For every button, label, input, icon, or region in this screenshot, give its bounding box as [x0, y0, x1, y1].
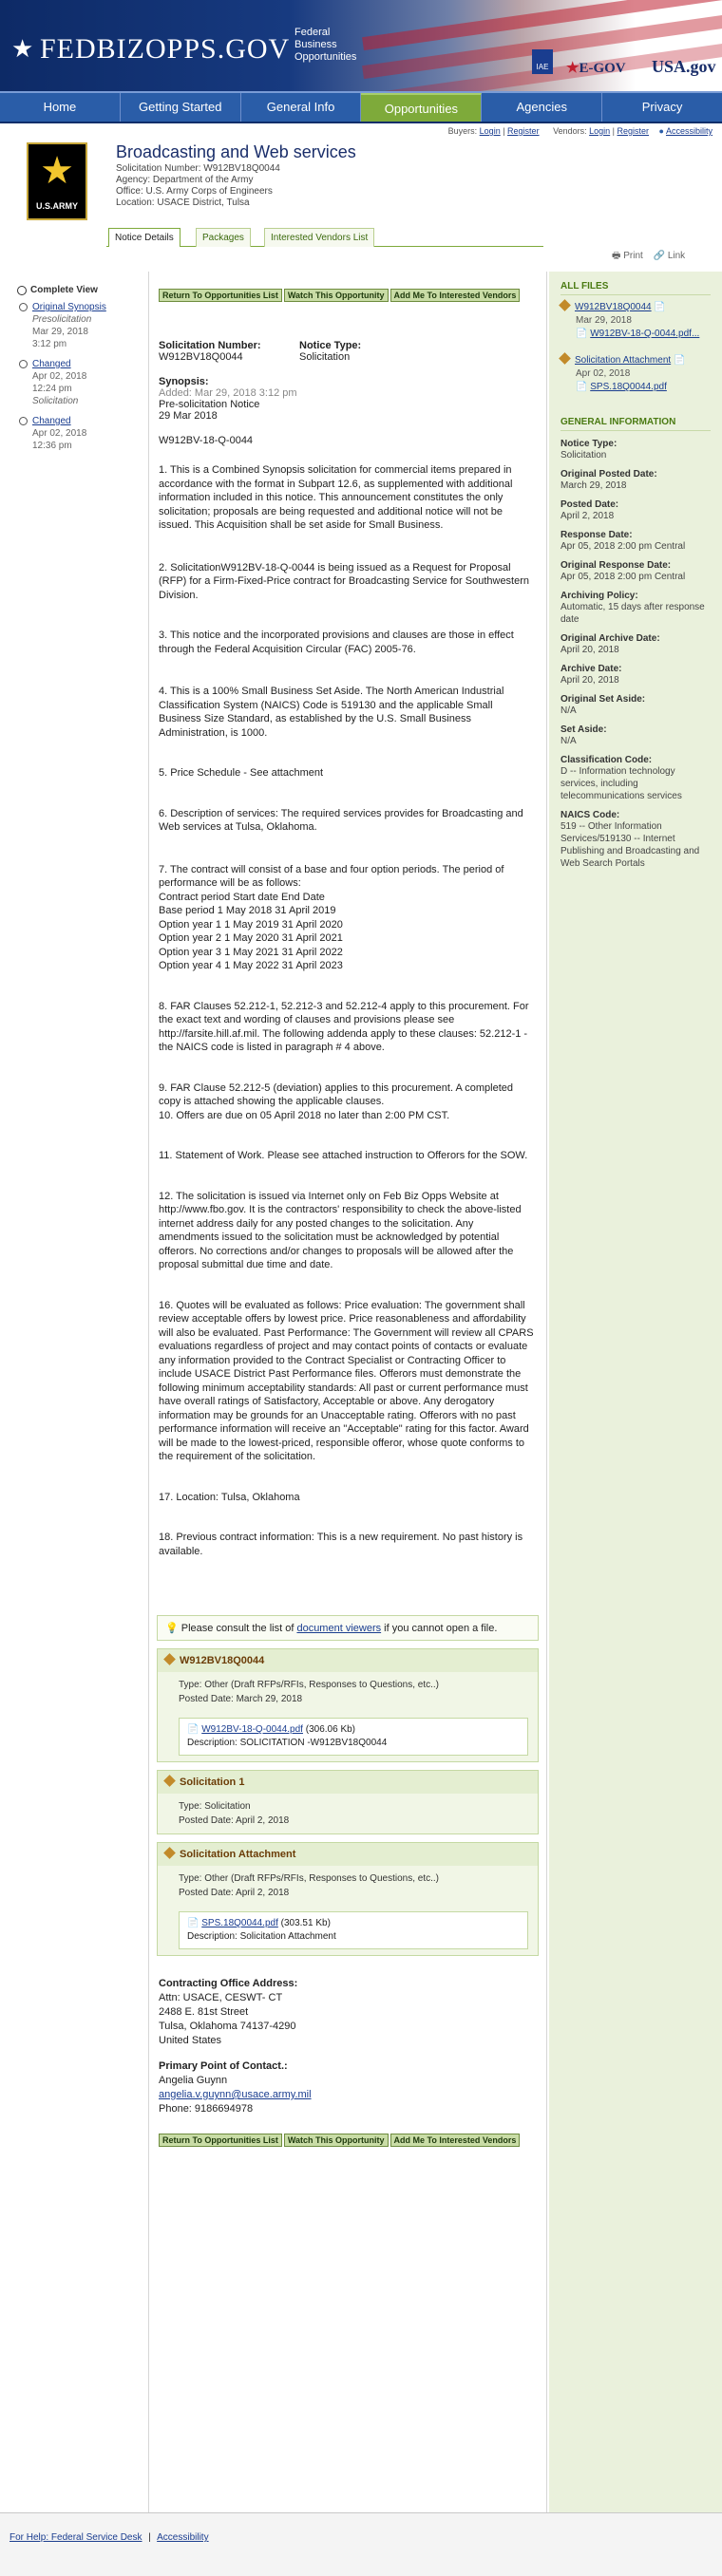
clock-icon [17, 286, 27, 295]
info-label: Set Aside: [560, 724, 607, 735]
synopsis-paragraph: 5. Price Schedule - See attachment [159, 767, 324, 779]
document-viewer-note [157, 1615, 539, 1641]
info-label: NAICS Code: [560, 810, 620, 820]
contact-name: Angelia Guynn [159, 2075, 228, 2086]
pdf-icon: 📄 [187, 1918, 200, 1928]
print-link-area [612, 249, 685, 265]
general-information-section [549, 407, 722, 879]
clock-icon [19, 417, 28, 425]
iae-logo[interactable]: IAE [532, 49, 553, 74]
presolicitation-date: 29 Mar 2018 [159, 410, 218, 422]
nav-privacy[interactable]: Privacy [641, 100, 683, 114]
period-line: Option year 3 1 May 2021 31 April 2022 [159, 946, 343, 958]
nav-general-info[interactable]: General Info [241, 93, 362, 122]
pdf-icon: 📄 [187, 1724, 200, 1735]
package-file [179, 1718, 528, 1756]
package-type: Type: Solicitation [179, 1801, 251, 1812]
period-line: Option year 4 1 May 2022 31 April 2023 [159, 960, 343, 971]
nav-opportunities[interactable]: Opportunities [361, 93, 482, 122]
file-link[interactable]: W912BV-18-Q-0044.pdf [201, 1724, 303, 1735]
sidebar-file [560, 354, 711, 394]
help-desk-link[interactable]: For Help: Federal Service Desk [10, 2532, 142, 2543]
sidebar-package-link[interactable]: W912BV18Q0044 [575, 302, 652, 312]
site-logo[interactable]: FEDBIZOPPS.GOV [40, 33, 291, 65]
notice-type-value: Solicitation [299, 351, 351, 363]
solicitation-number-label: Solicitation Number: [159, 340, 261, 351]
file-description: Description: Solicitation Attachment [187, 1931, 336, 1942]
all-files-heading: ALL FILES [560, 281, 711, 295]
print-link[interactable]: Print [623, 251, 643, 261]
right-sidebar [549, 272, 722, 2512]
timeline-time: 12:36 pm [32, 441, 72, 451]
vendors-login-link[interactable]: Login [589, 126, 611, 136]
document-icon: 📄 [654, 302, 666, 312]
viewer-note-text: Please consult the list of [180, 1623, 294, 1634]
package-meta [158, 1794, 538, 1833]
buyers-label: Buyers: [447, 126, 478, 136]
sidebar-file [560, 301, 711, 341]
egov-logo[interactable] [566, 59, 626, 77]
info-value: April 20, 2018 [560, 675, 619, 686]
sidebar-package-link[interactable]: Solicitation Attachment [575, 355, 672, 366]
package-meta [158, 1866, 538, 1906]
package-icon [163, 1653, 176, 1665]
package-meta [158, 1672, 538, 1712]
address-line: Tulsa, Oklahoma 74137-4290 [159, 2021, 296, 2032]
info-value: March 29, 2018 [560, 480, 627, 491]
package-icon [559, 352, 571, 365]
synopsis-paragraph: 8. FAR Clauses 52.212-1, 52.212-3 and 52.212-4 apply to this procurement. For the exact text and wording of clauses and provisions please see http://farsite.hill.af.mil. The following addenda apply to these clauses: 52.212-1 - the NAICS code is listed in paragraph # 4 above. [159, 1000, 529, 1053]
tab-packages[interactable]: Packages [196, 228, 251, 247]
package-block [157, 1842, 539, 1956]
nav-agencies[interactable]: Agencies [482, 93, 602, 122]
solicitation-summary [159, 340, 546, 363]
package-title [158, 1649, 538, 1672]
synopsis-paragraph: 16. Quotes will be evaluated as follows: Price evaluation: The government shall review acceptable offers by lowest price. Price reasonableness and affordability will also be evaluated. Past Performance: The Government will review all CPARS evaluations regardless of project and may contact points of contacts or evaluate any information provided to the Contract Specialist or Contracting Officer to include USACE District Past Performance files. Offerors must demonstrate the following minimum acceptability standards: All past or current performance must have overall ratings of Satisfactory, Acceptable or above. Any derogatory information may be grounds for an Unacceptable rating. Offerors with no past performance information will receive an "Acceptable" rating for this factor. Award will be made to the lowest-priced, responsible offeror, whose quote conforms to the requirement of the solicitation. [159, 1299, 534, 1462]
action-buttons-bottom [149, 2116, 546, 2147]
package-date: Posted Date: April 2, 2018 [179, 1888, 290, 1898]
package-title [158, 1771, 538, 1794]
add-interested-vendor-button[interactable]: Add Me To Interested Vendors [390, 289, 521, 302]
info-value: 519 -- Other Information Services/519130 -- Internet Publishing and Broadcasting and Web Search Portals [560, 821, 700, 869]
document-viewers-link[interactable]: document viewers [296, 1623, 382, 1634]
document-icon: 📄 [673, 355, 686, 366]
site-banner [0, 0, 722, 91]
timeline-date: Apr 02, 2018 [32, 428, 87, 439]
info-label: Notice Type: [560, 439, 618, 449]
vendors-label: Vendors: [553, 126, 587, 136]
return-to-list-button[interactable]: Return To Opportunities List [159, 2134, 282, 2147]
package-title-text: W912BV18Q0044 [180, 1655, 265, 1666]
viewer-note-text: if you cannot open a file. [384, 1623, 498, 1634]
star-icon: ★ [566, 61, 580, 76]
info-value: Apr 05, 2018 2:00 pm Central [560, 572, 686, 582]
info-value: Automatic, 15 days after response date [560, 602, 705, 625]
army-logo-text: U.S.ARMY [35, 201, 78, 211]
tab-bar [106, 224, 543, 247]
footer-accessibility-link[interactable]: Accessibility [157, 2532, 209, 2543]
package-icon [163, 1847, 176, 1859]
timeline-time: 12:24 pm [32, 384, 72, 394]
info-label: Original Response Date: [560, 560, 672, 571]
general-info-heading: GENERAL INFORMATION [560, 417, 711, 431]
package-block [157, 1648, 539, 1762]
subtitle-line: Federal [294, 27, 331, 38]
info-label: Response Date: [560, 530, 633, 540]
contracting-office [159, 1977, 546, 2116]
subtitle-line: Opportunities [294, 51, 357, 63]
period-line: Option year 1 1 May 2019 31 April 2020 [159, 918, 343, 931]
army-logo [27, 142, 87, 220]
file-link[interactable]: SPS.18Q0044.pdf [201, 1918, 278, 1928]
synopsis-paragraph: 12. The solicitation is issued via Internet only on Feb Biz Opps Website at http://www.fbo.gov. It is the contractors' responsibility to check the above-listed internet address daily for any posted changes to the solicitation. Any amendments issued to the solicitation must be acknowledged by potential offerors. No corrections and/or changes to proposals will be allowed after the proposal submittal due time and date. [159, 1190, 522, 1270]
package-title [158, 1843, 538, 1866]
timeline-time: 3:12 pm [32, 339, 67, 349]
sidebar-file-date: Apr 02, 2018 [576, 368, 631, 379]
tab-notice-details[interactable]: Notice Details [108, 228, 180, 247]
accessibility-link[interactable]: Accessibility [665, 126, 712, 136]
package-type: Type: Other (Draft RFPs/RFIs, Responses to Questions, etc..) [179, 1873, 439, 1884]
sidebar-file-date: Mar 29, 2018 [576, 315, 632, 326]
address-line: Attn: USACE, CESWT- CT [159, 1992, 283, 2003]
info-value: N/A [560, 705, 577, 716]
info-value: D -- Information technology services, including telecommunications services [560, 766, 682, 801]
vendors-register-link[interactable]: Register [617, 126, 650, 136]
sidebar-file-link[interactable]: SPS.18Q0044.pdf [590, 382, 667, 392]
buyers-login-link[interactable]: Login [479, 126, 501, 136]
buyers-register-link[interactable]: Register [507, 126, 540, 136]
info-label: Posted Date: [560, 499, 619, 510]
package-file [179, 1911, 528, 1949]
period-line: Option year 2 1 May 2020 31 April 2021 [159, 932, 343, 944]
synopsis-paragraph: 18. Previous contract information: This is a new requirement. No past history is available. [159, 1532, 523, 1557]
info-label: Archiving Policy: [560, 591, 638, 601]
egov-text: E-GOV [579, 61, 626, 76]
watch-opportunity-button[interactable]: Watch This Opportunity [284, 289, 389, 302]
site-subtitle [294, 27, 356, 64]
package-title-text: Solicitation 1 [180, 1777, 245, 1788]
synopsis-paragraph: 11. Statement of Work. Please see attached instruction to Offerors for the SOW. [159, 1150, 528, 1161]
timeline-item [17, 301, 139, 350]
clock-icon [19, 360, 28, 368]
added-date: Added: Mar 29, 2018 3:12 pm [159, 387, 297, 399]
synopsis-paragraph: 17. Location: Tulsa, Oklahoma [159, 1491, 300, 1503]
usagov-logo[interactable]: USA.gov [652, 57, 716, 76]
synopsis-paragraph: 7. The contract will consist of a base and four option periods. The period of performance will be as follows: [159, 863, 504, 889]
file-description: Description: SOLICITATION -W912BV18Q0044 [187, 1738, 388, 1748]
synopsis-paragraph: 9. FAR Clause 52.212-5 (deviation) applies to this procurement. A completed copy is attached showing the applicable clauses. [159, 1081, 513, 1107]
info-value: N/A [560, 736, 577, 746]
info-value: April 2, 2018 [560, 511, 615, 521]
pdf-icon: 📄 [576, 382, 588, 392]
nav-getting-started[interactable]: Getting Started [121, 93, 241, 122]
main-nav [0, 91, 722, 123]
timeline-date: Mar 29, 2018 [32, 327, 88, 337]
star-icon: ★ [11, 34, 34, 63]
synopsis-paragraph: 3. This notice and the incorporated provisions and clauses are those in effect through the Federal Acquisition Circular (FAC) 2005-76. [159, 630, 514, 655]
info-label: Original Set Aside: [560, 694, 646, 705]
info-label: Archive Date: [560, 664, 622, 674]
page-title: Broadcasting and Web services [116, 142, 356, 161]
file-size: (306.06 Kb) [305, 1724, 356, 1735]
period-line: Base period 1 May 2018 31 April 2019 [159, 905, 336, 916]
sidebar-file-link[interactable]: W912BV-18-Q-0044.pdf... [590, 329, 700, 339]
info-value: Solicitation [560, 450, 607, 461]
synopsis-paragraph: 10. Offers are due on 05 April 2018 no later than 2:00 PM CST. [159, 1109, 450, 1121]
primary-contact-label: Primary Point of Contact.: [159, 2060, 288, 2072]
package-title-text: Solicitation Attachment [180, 1849, 296, 1860]
timeline-link[interactable]: Changed [32, 416, 71, 426]
all-files-section [549, 272, 722, 407]
lightbulb-icon: 💡 [165, 1623, 179, 1634]
army-star-icon: ★ [40, 150, 74, 192]
header-agency: Agency: Department of the Army [116, 175, 254, 185]
info-label: Original Archive Date: [560, 633, 660, 644]
return-to-list-button[interactable]: Return To Opportunities List [159, 289, 282, 302]
clock-icon [19, 303, 28, 311]
timeline-sub: Presolicitation [32, 314, 92, 325]
synopsis-label: Synopsis: [159, 376, 209, 387]
notice-type-label: Notice Type: [299, 340, 362, 351]
timeline-date: Apr 02, 2018 [32, 371, 87, 382]
add-interested-vendor-button[interactable]: Add Me To Interested Vendors [390, 2134, 521, 2147]
header-solicitation: Solicitation Number: W912BV18Q0044 [116, 163, 280, 174]
address-line: United States [159, 2035, 222, 2046]
action-buttons-top [149, 272, 546, 302]
package-block [157, 1770, 539, 1834]
solicitation-number-value: W912BV18Q0044 [159, 351, 243, 363]
utility-bar: Buyers: Login | Register Vendors: Login | Register ● Accessibility [447, 126, 712, 136]
subtitle-line: Business [294, 39, 337, 50]
synopsis-paragraph: 6. Description of services: The required services provides for Broadcasting and Web services at Tulsa, Oklahoma. [159, 807, 523, 833]
contracting-office-label: Contracting Office Address: [159, 1978, 298, 1989]
complete-view-panel [17, 285, 139, 460]
info-label: Classification Code: [560, 755, 653, 765]
tab-interested-vendors[interactable]: Interested Vendors List [264, 228, 374, 247]
presolicitation-label: Pre-solicitation Notice [159, 399, 260, 410]
file-size: (303.51 Kb) [280, 1918, 331, 1928]
complete-view-label: Complete View [30, 285, 98, 295]
complete-view-title [17, 285, 139, 295]
notice-header [0, 141, 722, 224]
notice-details [148, 272, 547, 2512]
watch-opportunity-button[interactable]: Watch This Opportunity [284, 2134, 389, 2147]
package-date: Posted Date: April 2, 2018 [179, 1815, 290, 1826]
nav-home[interactable]: Home [0, 93, 121, 122]
package-type: Type: Other (Draft RFPs/RFIs, Responses to Questions, etc..) [179, 1680, 439, 1690]
link-icon: 🔗 [653, 251, 666, 261]
page-footer: For Help: Federal Service Desk | Accessibility [0, 2512, 722, 2576]
contact-phone: Phone: 9186694978 [159, 2103, 254, 2115]
timeline-item [17, 415, 139, 452]
accessibility-icon: ● [658, 126, 664, 136]
package-date: Posted Date: March 29, 2018 [179, 1694, 303, 1704]
info-value: Apr 05, 2018 2:00 pm Central [560, 541, 686, 552]
synopsis-paragraph: 1. This is a Combined Synopsis solicitation for commercial items prepared in accordance with the format in Subpart 12.6, as supplemented with additional information included in this notice. This announcement constitutes the only solicitation; proposals are being requested and additional notice will not be issued. This Acquisition shall be set aside for Small Business. [159, 464, 513, 531]
reference-number: W912BV-18-Q-0044 [159, 435, 254, 446]
info-label: Original Posted Date: [560, 469, 657, 479]
print-icon: 🖶 [612, 251, 621, 261]
pdf-icon: 📄 [576, 329, 588, 339]
link-link[interactable]: Link [667, 251, 686, 261]
package-icon [163, 1775, 176, 1787]
header-location: Location: USACE District, Tulsa [116, 197, 250, 208]
package-icon [559, 299, 571, 311]
contact-email-link[interactable]: angelia.v.guynn@usace.army.mil [159, 2089, 312, 2100]
timeline-link[interactable]: Changed [32, 359, 71, 369]
period-line: Contract period Start date End Date [159, 891, 325, 903]
timeline-item [17, 358, 139, 407]
timeline-sub: Solicitation [32, 396, 79, 406]
synopsis-paragraph: 2. SolicitationW912BV-18-Q-0044 is being issued as a Request for Proposal (RFP) for a Firm-Fixed-Price contract for Broadcasting Service for Southwestern Division. [159, 561, 530, 601]
header-office: Office: U.S. Army Corps of Engineers [116, 186, 273, 197]
timeline-link[interactable]: Original Synopsis [32, 302, 106, 312]
info-value: April 20, 2018 [560, 645, 619, 655]
address-line: 2488 E. 81st Street [159, 2006, 249, 2018]
synopsis-paragraph: 4. This is a 100% Small Business Set Aside. The North American Industrial Classification System (NAICS) Code is 519130 and the applicable Small Business Size Standard, as established by the U.S. Small Business Administration, is 1000. [159, 686, 504, 739]
